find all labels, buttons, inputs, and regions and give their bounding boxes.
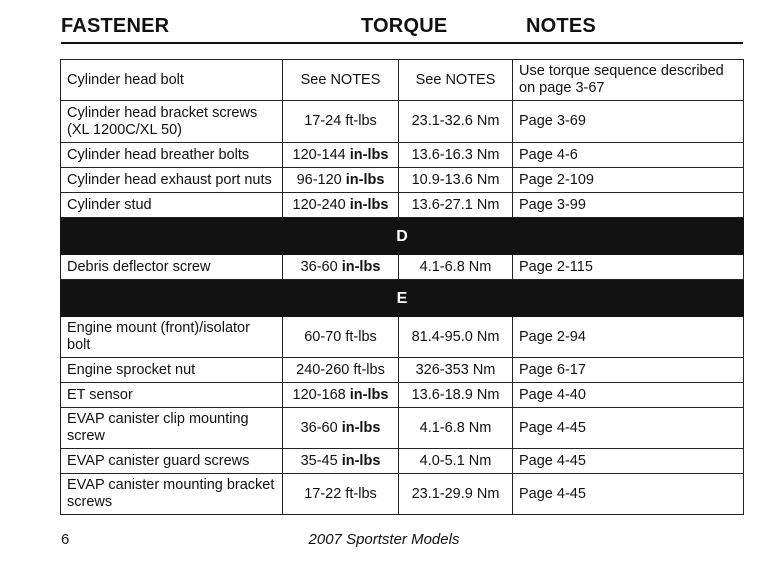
notes-cell: Page 4-45 bbox=[513, 408, 744, 449]
header-notes: NOTES bbox=[526, 15, 596, 37]
torque-english-cell: 96-120 in-lbs bbox=[283, 168, 399, 193]
table-row bbox=[61, 255, 744, 280]
torque-metric-cell: 4.0-5.1 Nm bbox=[399, 449, 513, 474]
notes-cell: Use torque sequence described on page 3-67 bbox=[513, 60, 744, 101]
torque-english-cell: 120-144 in-lbs bbox=[283, 143, 399, 168]
fastener-cell: EVAP canister clip mounting screw bbox=[61, 408, 283, 449]
torque-english-cell: See NOTES bbox=[283, 60, 399, 101]
fastener-cell: Cylinder head breather bolts bbox=[61, 143, 283, 168]
notes-cell: Page 2-94 bbox=[513, 317, 744, 358]
notes-cell: Page 2-109 bbox=[513, 168, 744, 193]
notes-cell: Page 4-6 bbox=[513, 143, 744, 168]
fastener-cell: Cylinder head bracket screws (XL 1200C/XL 50) bbox=[61, 101, 283, 143]
table-row bbox=[61, 60, 744, 101]
torque-metric-cell: 326-353 Nm bbox=[399, 358, 513, 383]
table-row bbox=[61, 193, 744, 218]
fastener-cell: Debris deflector screw bbox=[61, 255, 283, 280]
fastener-cell: EVAP canister mounting bracket screws bbox=[61, 474, 283, 515]
torque-english-cell: 120-240 in-lbs bbox=[283, 193, 399, 218]
table-row bbox=[61, 317, 744, 358]
torque-english-cell: 35-45 in-lbs bbox=[283, 449, 399, 474]
table-row bbox=[61, 449, 744, 474]
torque-metric-cell: 10.9-13.6 Nm bbox=[399, 168, 513, 193]
notes-cell: Page 6-17 bbox=[513, 358, 744, 383]
torque-english-cell: 36-60 in-lbs bbox=[283, 408, 399, 449]
table-row bbox=[61, 474, 744, 515]
notes-cell: Page 4-45 bbox=[513, 474, 744, 515]
header-fastener: FASTENER bbox=[61, 15, 170, 37]
fastener-cell: Engine mount (front)/isolator bolt bbox=[61, 317, 283, 358]
section-row bbox=[61, 280, 744, 317]
torque-table bbox=[60, 59, 744, 515]
table-row bbox=[61, 143, 744, 168]
notes-cell: Page 4-40 bbox=[513, 383, 744, 408]
notes-cell: Page 3-69 bbox=[513, 101, 744, 143]
header-torque: TORQUE bbox=[361, 15, 448, 37]
torque-metric-cell: 13.6-18.9 Nm bbox=[399, 383, 513, 408]
fastener-cell: ET sensor bbox=[61, 383, 283, 408]
table-row bbox=[61, 168, 744, 193]
torque-metric-cell: See NOTES bbox=[399, 60, 513, 101]
torque-english-cell: 60-70 ft-lbs bbox=[283, 317, 399, 358]
torque-metric-cell: 23.1-29.9 Nm bbox=[399, 474, 513, 515]
fastener-cell: Cylinder head bolt bbox=[61, 60, 283, 101]
notes-cell: Page 3-99 bbox=[513, 193, 744, 218]
table-row bbox=[61, 408, 744, 449]
fastener-cell: EVAP canister guard screws bbox=[61, 449, 283, 474]
manual-title: 2007 Sportster Models bbox=[308, 531, 460, 548]
section-letter: D bbox=[61, 218, 744, 255]
torque-english-cell: 120-168 in-lbs bbox=[283, 383, 399, 408]
torque-metric-cell: 4.1-6.8 Nm bbox=[399, 255, 513, 280]
fastener-cell: Cylinder head exhaust port nuts bbox=[61, 168, 283, 193]
notes-cell: Page 2-115 bbox=[513, 255, 744, 280]
section-letter: E bbox=[61, 280, 744, 317]
torque-metric-cell: 23.1-32.6 Nm bbox=[399, 101, 513, 143]
fastener-cell: Engine sprocket nut bbox=[61, 358, 283, 383]
torque-metric-cell: 13.6-27.1 Nm bbox=[399, 193, 513, 218]
page-number: 6 bbox=[61, 531, 70, 548]
notes-cell: Page 4-45 bbox=[513, 449, 744, 474]
section-row bbox=[61, 218, 744, 255]
torque-english-cell: 36-60 in-lbs bbox=[283, 255, 399, 280]
torque-english-cell: 17-24 ft-lbs bbox=[283, 101, 399, 143]
torque-metric-cell: 81.4-95.0 Nm bbox=[399, 317, 513, 358]
torque-english-cell: 240-260 ft-lbs bbox=[283, 358, 399, 383]
table-row bbox=[61, 101, 744, 143]
header-rule bbox=[61, 42, 743, 44]
fastener-cell: Cylinder stud bbox=[61, 193, 283, 218]
torque-english-cell: 17-22 ft-lbs bbox=[283, 474, 399, 515]
table-row bbox=[61, 358, 744, 383]
table-row bbox=[61, 383, 744, 408]
torque-metric-cell: 4.1-6.8 Nm bbox=[399, 408, 513, 449]
torque-metric-cell: 13.6-16.3 Nm bbox=[399, 143, 513, 168]
